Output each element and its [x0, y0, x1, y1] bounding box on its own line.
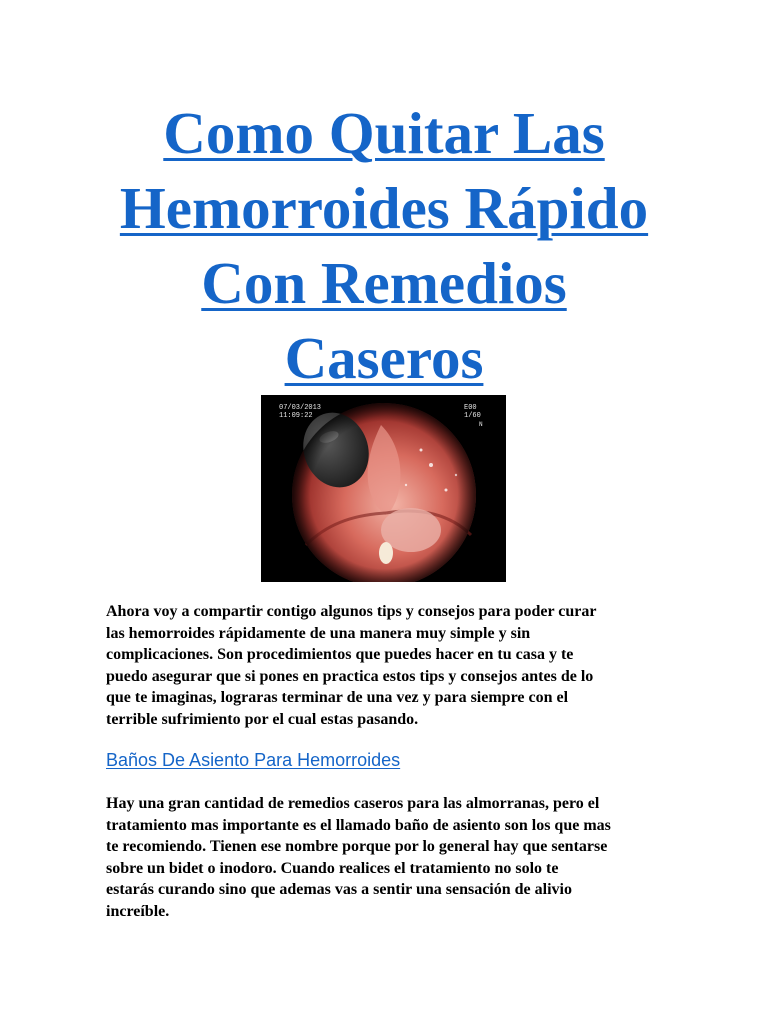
- intro-paragraph: [106, 601, 666, 730]
- paragraph-line: que te imaginas, lograras terminar de una vez y para siempre con el: [106, 689, 569, 706]
- section-heading-link[interactable]: Baños De Asiento Para Hemorroides: [106, 750, 401, 770]
- paragraph-line: sobre un bidet o inodoro. Cuando realices el tratamiento no solo te: [106, 859, 559, 877]
- title-line: Caseros: [284, 325, 484, 391]
- paragraph-line: puedo asegurar que si pones en practica estos tips y consejos antes de lo: [106, 667, 594, 685]
- title-link[interactable]: [120, 100, 648, 391]
- paragraph-line: terrible sufrimiento por el cual estas pasando.: [106, 710, 419, 728]
- paragraph-line: tratamiento mas importante es el llamado baño de asiento son los que mas: [106, 816, 611, 834]
- image-mode: N: [479, 421, 483, 428]
- title-line: Con Remedios: [201, 250, 567, 316]
- endoscopy-image: [261, 395, 506, 582]
- image-code: E00: [464, 404, 477, 412]
- section-heading: [106, 748, 400, 772]
- paragraph-line: estarás curando sino que ademas vas a sentir una sensación de alivio: [106, 881, 572, 898]
- image-time: 11:09:22: [279, 412, 313, 420]
- paragraph-line: Hay una gran cantidad de remedios caseros para las almorranas, pero el: [106, 795, 600, 812]
- body-paragraph: [106, 793, 666, 922]
- paragraph-line: las hemorroides rápidamente de una manera muy simple y sin: [106, 624, 531, 642]
- endoscopy-illustration: [261, 395, 506, 582]
- paragraph-line: Ahora voy a compartir contigo algunos tips y consejos para poder curar: [106, 603, 597, 620]
- title-line: Como Quitar Las: [163, 100, 605, 166]
- paragraph-line: complicaciones. Son procedimientos que puedes hacer en tu casa y te: [106, 646, 574, 663]
- paragraph-line: increíble.: [106, 902, 170, 920]
- page-title: [60, 96, 708, 396]
- title-line: Hemorroides Rápido: [119, 175, 649, 241]
- paragraph-line: te recomiendo. Tienen ese nombre porque por lo general hay que sentarse: [106, 838, 608, 855]
- image-date: 07/03/2013: [279, 404, 322, 412]
- image-ratio: 1/60: [464, 412, 481, 420]
